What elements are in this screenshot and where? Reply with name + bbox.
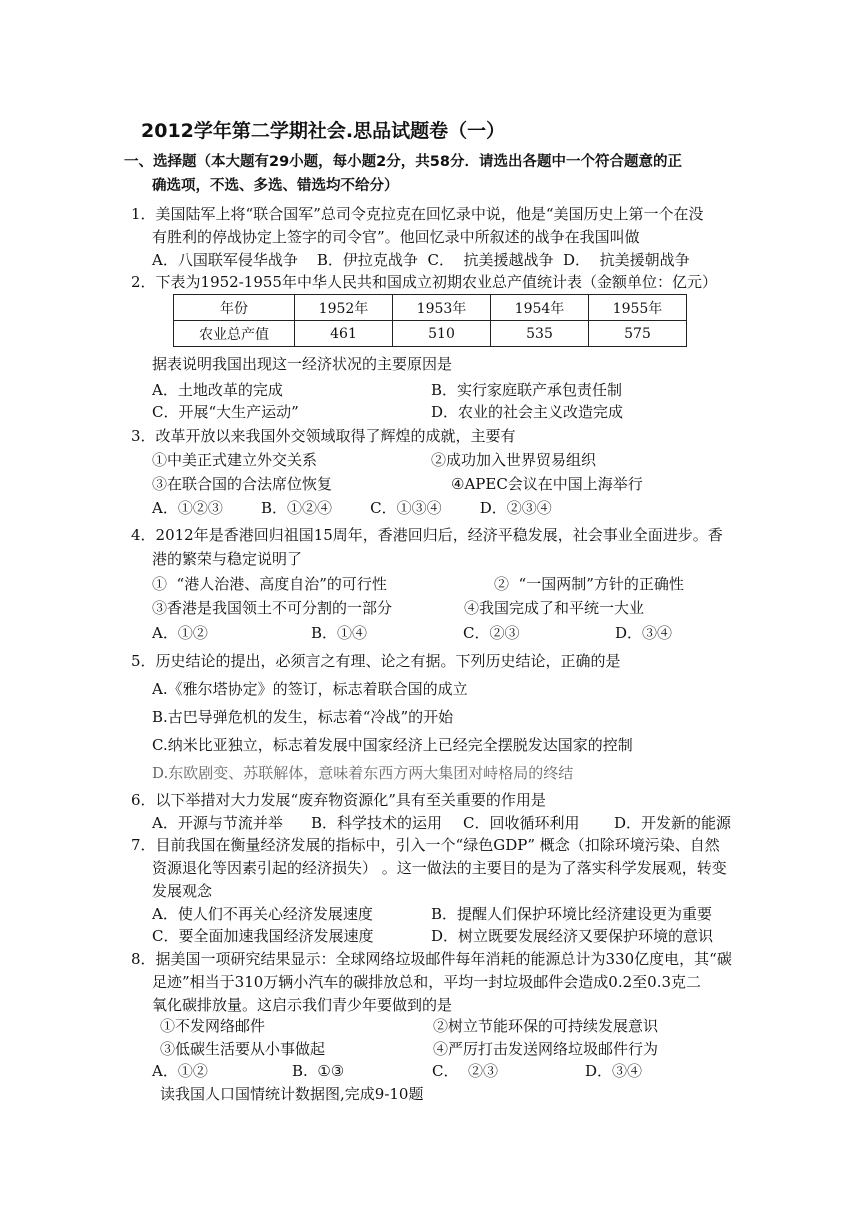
q4-stem-line1: 4．2012年是香港回归祖国15周年，香港回归后，经济平稳发展，社会事业全面进步。香 — [131, 526, 723, 544]
q2-option-c: C．开展“大生产运动” — [152, 403, 299, 421]
q8-option-b: B. ①③ — [292, 1062, 345, 1080]
table-cell: 农业总产值 — [174, 321, 295, 347]
q7-option-c: C．要全面加速我国经济发展速度 — [152, 927, 374, 945]
table-header-cell: 1952年 — [295, 295, 393, 321]
q4-item-2: ② “一国两制”方针的正确性 — [494, 575, 684, 593]
q8-option-a: A．①② — [152, 1062, 208, 1080]
q6-option-c: C．回收循环利用 — [463, 814, 580, 832]
q4-item-3: ③香港是我国领土不可分割的一部分 — [152, 599, 393, 617]
table-header-cell: 年份 — [174, 295, 295, 321]
table-header-cell: 1955年 — [589, 295, 687, 321]
q2-stem-line2: 据表说明我国出现这一经济状况的主要原因是 — [152, 355, 453, 373]
table-cell: 535 — [491, 321, 589, 347]
q9-10-instruction: 读我国人口国情统计数据图,完成9-10题 — [160, 1085, 424, 1103]
q5-stem: 5．历史结论的提出，必须言之有理、论之有据。下列历史结论，正确的是 — [131, 652, 621, 670]
q4-item-4: ④我国完成了和平统一大业 — [464, 599, 645, 617]
q7-option-a: A．使人们不再关心经济发展速度 — [152, 905, 373, 923]
q8-stem-line3: 氧化碳排放量。这启示我们青少年要做到的是 — [152, 996, 453, 1014]
q3-item-4: ④APEC会议在中国上海举行 — [451, 475, 643, 493]
q3-options: A．①②③ B．①②④ C．①③④ D．②③④ — [152, 499, 552, 517]
q4-option-a: A．①② — [152, 624, 208, 642]
q5-option-b: B.古巴导弹危机的发生，标志着“冷战”的开始 — [152, 708, 454, 726]
q2-option-d: D．农业的社会主义改造完成 — [431, 403, 624, 421]
table-row — [174, 295, 687, 321]
q7-stem-line3: 发展观念 — [152, 882, 213, 900]
q7-option-b: B．提醒人们保护环境比经济建设更为重要 — [431, 905, 713, 923]
q8-option-d: D．③④ — [585, 1062, 643, 1080]
q8-item-2: ②树立节能环保的可持续发展意识 — [433, 1017, 659, 1035]
section-heading-line2: 确选项，不选、多选、错选均不给分） — [152, 178, 399, 194]
q3-item-1: ①中美正式建立外交关系 — [152, 451, 318, 469]
q6-stem: 6．以下举措对大力发展“废弃物资源化”具有至关重要的作用是 — [131, 791, 546, 809]
q2-data-table — [173, 294, 687, 347]
q8-item-1: ①不发网络邮件 — [160, 1017, 266, 1035]
q6-option-a: A．开源与节流并举 — [152, 814, 283, 832]
q2-stem: 2．下表为1952-1955年中华人民共和国成立初期农业总产值统计表（金额单位：亿元） — [131, 273, 717, 291]
q6-option-d: D．开发新的能源 — [614, 814, 732, 832]
table-row — [174, 321, 687, 347]
table-cell: 575 — [589, 321, 687, 347]
q6-option-b: B．科学技术的运用 — [311, 814, 443, 832]
q5-option-d: D.东欧剧变、苏联解体，意味着东西方两大集团对峙格局的终结 — [152, 764, 574, 782]
q3-item-3: ③在联合国的合法席位恢复 — [152, 475, 333, 493]
q2-option-b: B．实行家庭联产承包责任制 — [431, 381, 623, 399]
q7-stem-line1: 7．目前我国在衡量经济发展的指标中，引入一个“绿色GDP” 概念（扣除环境污染、自然 — [131, 836, 720, 854]
q2-option-a: A．土地改革的完成 — [152, 381, 283, 399]
q4-option-b: B．①④ — [311, 624, 368, 642]
q7-stem-line2: 资源退化等因素引起的经济损失） 。这一做法的主要目的是为了落实科学发展观，转变 — [152, 859, 727, 877]
q8-stem-line2: 足迹”相当于310万辆小汽车的碳排放总和，平均一封垃圾邮件会造成0.2至0.3克二 — [152, 973, 702, 991]
section-heading-line1: 一、选择题（本大题有29小题，每小题2分，共58分．请选出各题中一个符合题意的正 — [124, 154, 682, 170]
page-title: 2012学年第二学期社会.思品试题卷（一） — [141, 120, 506, 142]
q3-item-2: ②成功加入世界贸易组织 — [431, 451, 597, 469]
q8-item-4: ④严厉打击发送网络垃圾邮件行为 — [433, 1040, 659, 1058]
q4-stem-line2: 港的繁荣与稳定说明了 — [152, 550, 303, 568]
q8-option-c: C． ②③ — [432, 1062, 499, 1080]
q5-option-a: A.《雅尔塔协定》的签订，标志着联合国的成立 — [152, 680, 468, 698]
table-cell: 510 — [393, 321, 491, 347]
q7-option-d: D．树立既要发展经济又要保护环境的意识 — [431, 927, 714, 945]
table-cell: 461 — [295, 321, 393, 347]
q4-item-1: ① “港人治港、高度自治”的可行性 — [152, 575, 387, 593]
q4-option-d: D．③④ — [615, 624, 673, 642]
table-header-cell: 1953年 — [393, 295, 491, 321]
table-header-cell: 1954年 — [491, 295, 589, 321]
q1-stem-line1: 1．美国陆军上将“联合国军”总司令克拉克在回忆录中说，他是“美国历史上第一个在没 — [131, 205, 704, 223]
q3-stem: 3．改革开放以来我国外交领域取得了辉煌的成就，主要有 — [131, 427, 516, 445]
q1-options: A．八国联军侵华战争 B．伊拉克战争 C． 抗美援越战争 D． 抗美援朝战争 — [152, 251, 690, 269]
q8-stem-line1: 8．据美国一项研究结果显示：全球网络垃圾邮件每年消耗的能源总计为330亿度电，其“碳 — [131, 950, 732, 968]
q1-stem-line2: 有胜利的停战协定上签字的司令官”。他回忆录中所叙述的战争在我国叫做 — [152, 228, 640, 246]
q8-item-3: ③低碳生活要从小事做起 — [160, 1040, 326, 1058]
q4-option-c: C．②③ — [463, 624, 520, 642]
q5-option-c: C.纳米比亚独立，标志着发展中国家经济上已经完全摆脱发达国家的控制 — [152, 736, 633, 754]
